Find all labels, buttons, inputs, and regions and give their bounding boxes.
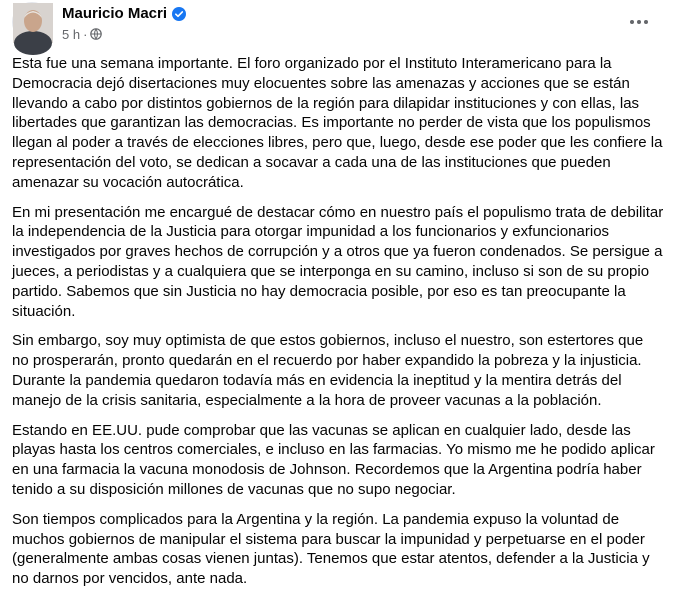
post-body <box>12 54 664 599</box>
avatar[interactable] <box>12 2 52 42</box>
post-paragraph: En mi presentación me encargué de destacar cómo en nuestro país el populismo trata de debilitar la independencia de la Justicia para otorgar impunidad a los funcionarios y exfuncionarios investigados por graves hechos de corrupción y a otros que ya fueron condenados. Se persigue a jueces, a periodistas y a cualquiera que se interponga en su camino, incluso si son de su propio partido. Sabemos que sin Justicia no hay democracia posible, por eso es tan preocupante la situación. <box>12 203 664 320</box>
post-paragraph: Estando en EE.UU. pude comprobar que las vacunas se aplican en cualquier lado, desde las playas hasta los centros comerciales, e incluso en las farmacias. Yo mismo me he podido aplicar en una farmacia la vacuna monodosis de Johnson. Recordemos que la Argentina podría haber tenido a su disposición millones de vacunas que no supo negociar. <box>12 421 655 498</box>
author-name[interactable]: Mauricio Macri <box>62 5 168 22</box>
post-timestamp[interactable]: 5 h <box>62 26 81 42</box>
post-header <box>12 2 661 46</box>
post-paragraph: Esta fue una semana importante. El foro organizado por el Instituto Interamericano para la Democracia dejó disertaciones muy elocuentes sobre las amenazas y acciones que se están llevando a cabo por distintos gobiernos de la región para dilapidar instituciones y con ellas, las libertades que garantizan las democracias. Es importante no perder de vista que los populismos llegan al poder a través de elecciones libres, pero que, luego, desde ese poder que les confiere la representación del voto, se dedican a socavar a cada una de las instituciones que pueden amenazar su vocación autocrática. <box>12 55 663 191</box>
post-paragraph: Son tiempos complicados para la Argentina y la región. La pandemia expuso la voluntad de muchos gobiernos de manipular el sistema para buscar la impunidad y perpetuarse en el poder (generalmente ambas cosas vienen juntas). Tenemos que estar atentos, defender a la Justicia y no darnos por vencidos, ante nada. <box>12 510 650 588</box>
author-row <box>62 4 186 24</box>
globe-icon[interactable] <box>90 28 102 40</box>
avatar-photo <box>13 3 53 43</box>
post-meta <box>62 25 102 43</box>
verified-badge-icon <box>172 7 186 21</box>
meta-separator: · <box>83 26 88 42</box>
post-paragraph: Sin embargo, soy muy optimista de que estos gobiernos, incluso el nuestro, son estertores que no prosperarán, pronto quedarán en el recuerdo por haber expandido la pobreza y la injusticia. Durante la pandemia quedaron todavía más en evidencia la ineptitud y la mentira detrás del manejo de la crisis sanitaria, especialmente a la hora de proveer vacunas a la población. <box>12 332 644 409</box>
more-options-icon[interactable] <box>621 4 657 40</box>
